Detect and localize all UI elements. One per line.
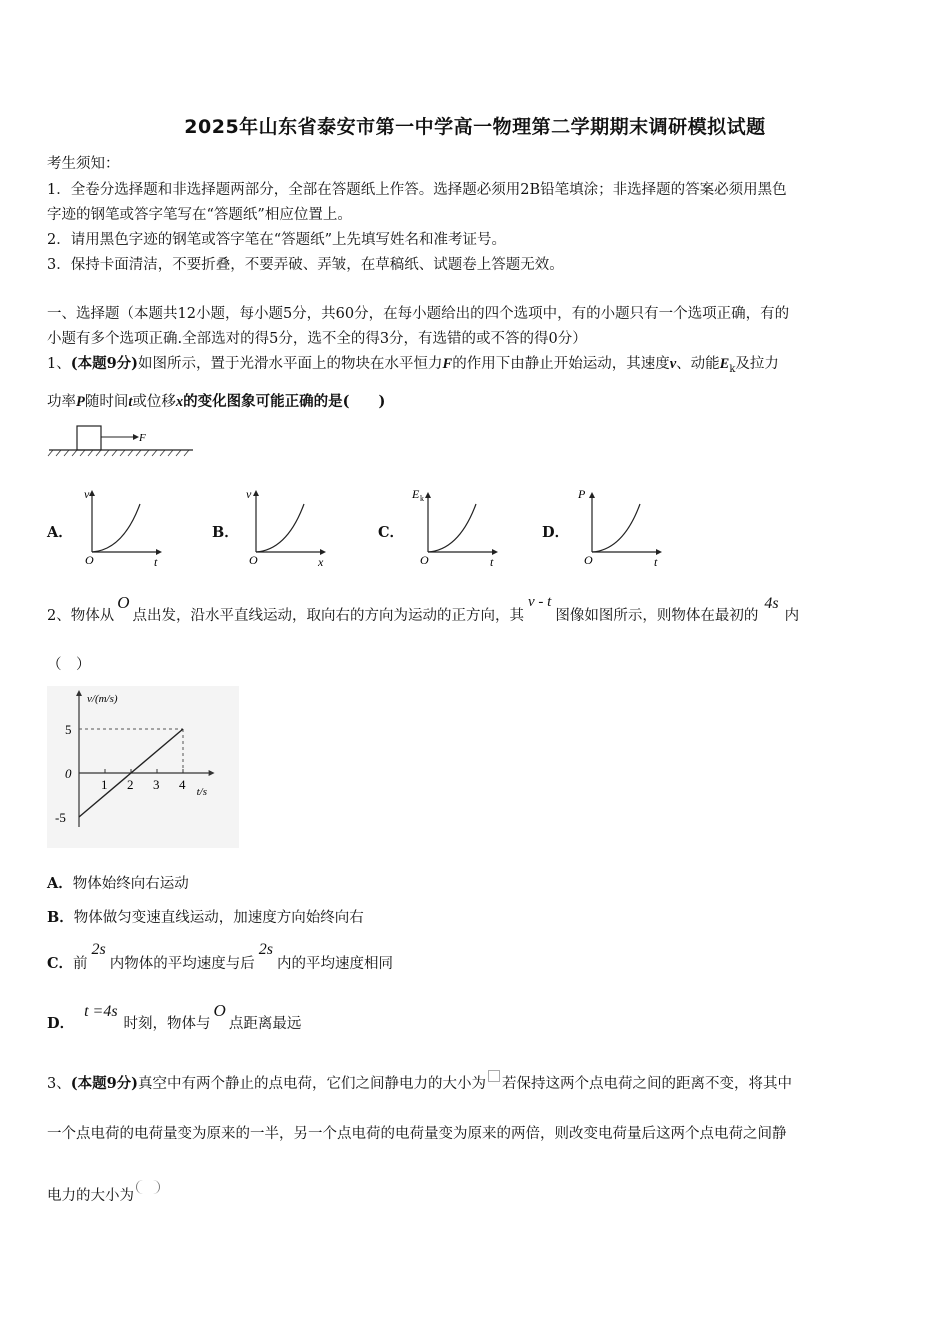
- y-axis-sub: k: [420, 494, 424, 503]
- q1-option-b-graph: [242, 482, 332, 570]
- option-text: 时刻，物体与: [123, 1016, 211, 1032]
- y-tick-label: 5: [65, 722, 72, 737]
- placeholder-box-icon: [488, 1070, 500, 1082]
- q3-text: 电力的大小为: [47, 1188, 134, 1204]
- notice-item: 3．保持卡面清洁，不要折叠，不要弄破、弄皱，在草稿纸、试题卷上答题无效。: [47, 257, 564, 273]
- q1-text: 及拉力: [735, 356, 779, 372]
- x-axis-label: t/s: [196, 786, 208, 798]
- q3-number: 3、: [47, 1076, 71, 1092]
- var-2s: 2s: [91, 941, 106, 958]
- option-text: 内物体的平均速度与后: [109, 956, 255, 972]
- var-o: O: [213, 1001, 226, 1020]
- option-text: 物体做匀变速直线运动，加速度方向始终向右: [73, 910, 364, 926]
- q1-text: 的变化图象可能正确的是( ): [183, 393, 386, 410]
- q2-text: 内: [784, 608, 800, 624]
- var-x: x: [175, 394, 184, 410]
- q1-option-b-label: B．: [212, 524, 239, 541]
- q1-number: 1、: [47, 356, 71, 372]
- q2-text: 图像如图所示，则物体在最初的: [555, 608, 759, 624]
- option-text: 点距离最远: [228, 1016, 302, 1032]
- origin-label: O: [249, 553, 258, 567]
- option-text: 前: [73, 956, 88, 972]
- var-2s: 2s: [258, 941, 274, 958]
- q1-score: (本题9分): [70, 355, 139, 372]
- q1-option-d-label: D．: [542, 524, 570, 541]
- curve: [428, 504, 476, 552]
- curve: [592, 504, 640, 552]
- q1-text: 或位移: [132, 394, 176, 410]
- notice-heading: 考生须知：: [47, 156, 120, 172]
- var-vt: v - t: [528, 594, 552, 610]
- x-tick-label: 3: [153, 777, 160, 792]
- option-label: C．: [47, 955, 74, 972]
- q3-line-1: [47, 1072, 792, 1093]
- ground-hatching: [48, 450, 189, 456]
- origin-label: O: [85, 553, 94, 567]
- option-text: 物体始终向右运动: [72, 876, 189, 892]
- var-ek-sub: k: [729, 363, 736, 375]
- curve: [92, 504, 140, 552]
- chart-background: [47, 686, 239, 848]
- curve: [256, 504, 304, 552]
- page-title: 2025年山东省泰安市第一中学高一物理第二学期期末调研模拟试题: [184, 116, 766, 138]
- y-tick-label: -5: [55, 810, 66, 825]
- block: [77, 426, 101, 450]
- block-on-surface-figure: [47, 420, 197, 460]
- var-f: F: [442, 356, 453, 372]
- q2-option-d: [47, 1001, 302, 1033]
- notice-item: 1．全卷分选择题和非选择题两部分，全部在答题纸上作答。选择题必须用2B铅笔填涂；非选择题的答案必须用黑色: [47, 182, 787, 198]
- q1-text: 如图所示，置于光滑水平面上的物块在水平恒力: [138, 356, 443, 372]
- q2-line-1: [47, 593, 800, 625]
- origin-label: O: [420, 553, 429, 567]
- y-axis-label: v: [246, 487, 252, 501]
- option-label: B．: [47, 909, 74, 926]
- var-p: P: [76, 394, 85, 410]
- option-text: 内的平均速度相同: [277, 956, 394, 972]
- q1-option-a-graph: [78, 482, 168, 570]
- y-tick-label: 0: [65, 766, 72, 781]
- q1-option-c-label: C．: [378, 524, 405, 541]
- q2-paren: （ ）: [47, 657, 91, 673]
- q3-text: 若保持这两个点电荷之间的距离不变，将其中: [502, 1076, 793, 1092]
- notice-item: 字迹的钢笔或答字笔写在“答题纸”相应位置上。: [47, 207, 352, 223]
- x-axis-label: t: [154, 555, 158, 569]
- x-axis-label: x: [318, 555, 324, 569]
- q3-line-2: 一个点电荷的电荷量变为原来的一半，另一个点电荷的电荷量变为原来的两倍，则改变电荷量后这两个点电荷之间静: [47, 1126, 787, 1142]
- var-ek: E: [719, 356, 730, 372]
- section-line-2: 小题有多个选项正确.全部选对的得5分，选不全的得3分，有选错的或不答的得0分）: [47, 331, 587, 347]
- q2-vt-chart: [47, 686, 239, 848]
- q2-option-b: [47, 906, 364, 927]
- x-tick-label: 2: [127, 777, 134, 792]
- q1-option-d-graph: [574, 482, 664, 570]
- y-axis-label: v/(m/s): [87, 693, 118, 705]
- x-axis-label: t: [490, 555, 494, 569]
- q2-text: 点出发，沿水平直线运动，取向右的方向为运动的正方向，其: [132, 608, 525, 624]
- var-t4s: t =4s: [84, 1003, 118, 1020]
- q1-text: 功率: [47, 394, 76, 410]
- var-o: O: [117, 593, 130, 612]
- var-v: v: [669, 356, 677, 372]
- y-axis-label: P: [578, 487, 586, 501]
- y-axis-label: v: [84, 487, 90, 501]
- q2-option-c: [47, 941, 394, 973]
- x-tick-label: 1: [101, 777, 108, 792]
- q2-text: 物体从: [70, 608, 115, 624]
- var-4s: 4s: [764, 595, 779, 612]
- q1-text: 的作用下由静止开始运动，其速度: [452, 356, 670, 372]
- q3-score: (本题9分): [70, 1075, 139, 1092]
- answer-paren-icon: [136, 1180, 160, 1194]
- q1-option-a-label: A．: [47, 524, 73, 541]
- q1-text: 随时间: [84, 394, 129, 410]
- q3-line-3: [47, 1184, 160, 1205]
- q1-line-2: [47, 390, 385, 411]
- origin-label: O: [584, 553, 593, 567]
- force-label: F: [139, 432, 146, 444]
- q2-option-a: [47, 872, 189, 893]
- notice-item: 2．请用黑色字迹的钢笔或答字笔在“答题纸”上先填写姓名和准考证号。: [47, 232, 507, 248]
- q1-text: 、动能: [676, 356, 720, 372]
- q3-text: 真空中有两个静止的点电荷，它们之间静电力的大小为: [138, 1076, 487, 1092]
- x-axis-label: t: [654, 555, 658, 569]
- option-label: A．: [47, 875, 73, 892]
- x-tick-label: 4: [179, 777, 186, 792]
- y-axis-label: E: [412, 487, 420, 501]
- section-line-1: 一、选择题（本题共12小题，每小题5分，共60分，在每小题给出的四个选项中，有的小题只有一个选项正确，有的: [47, 306, 790, 322]
- var-t: t: [128, 394, 133, 410]
- q1-option-c-graph: [410, 482, 500, 570]
- option-label: D．: [47, 1015, 75, 1032]
- q1-line-1: [47, 352, 779, 375]
- q2-number: 2、: [47, 608, 71, 624]
